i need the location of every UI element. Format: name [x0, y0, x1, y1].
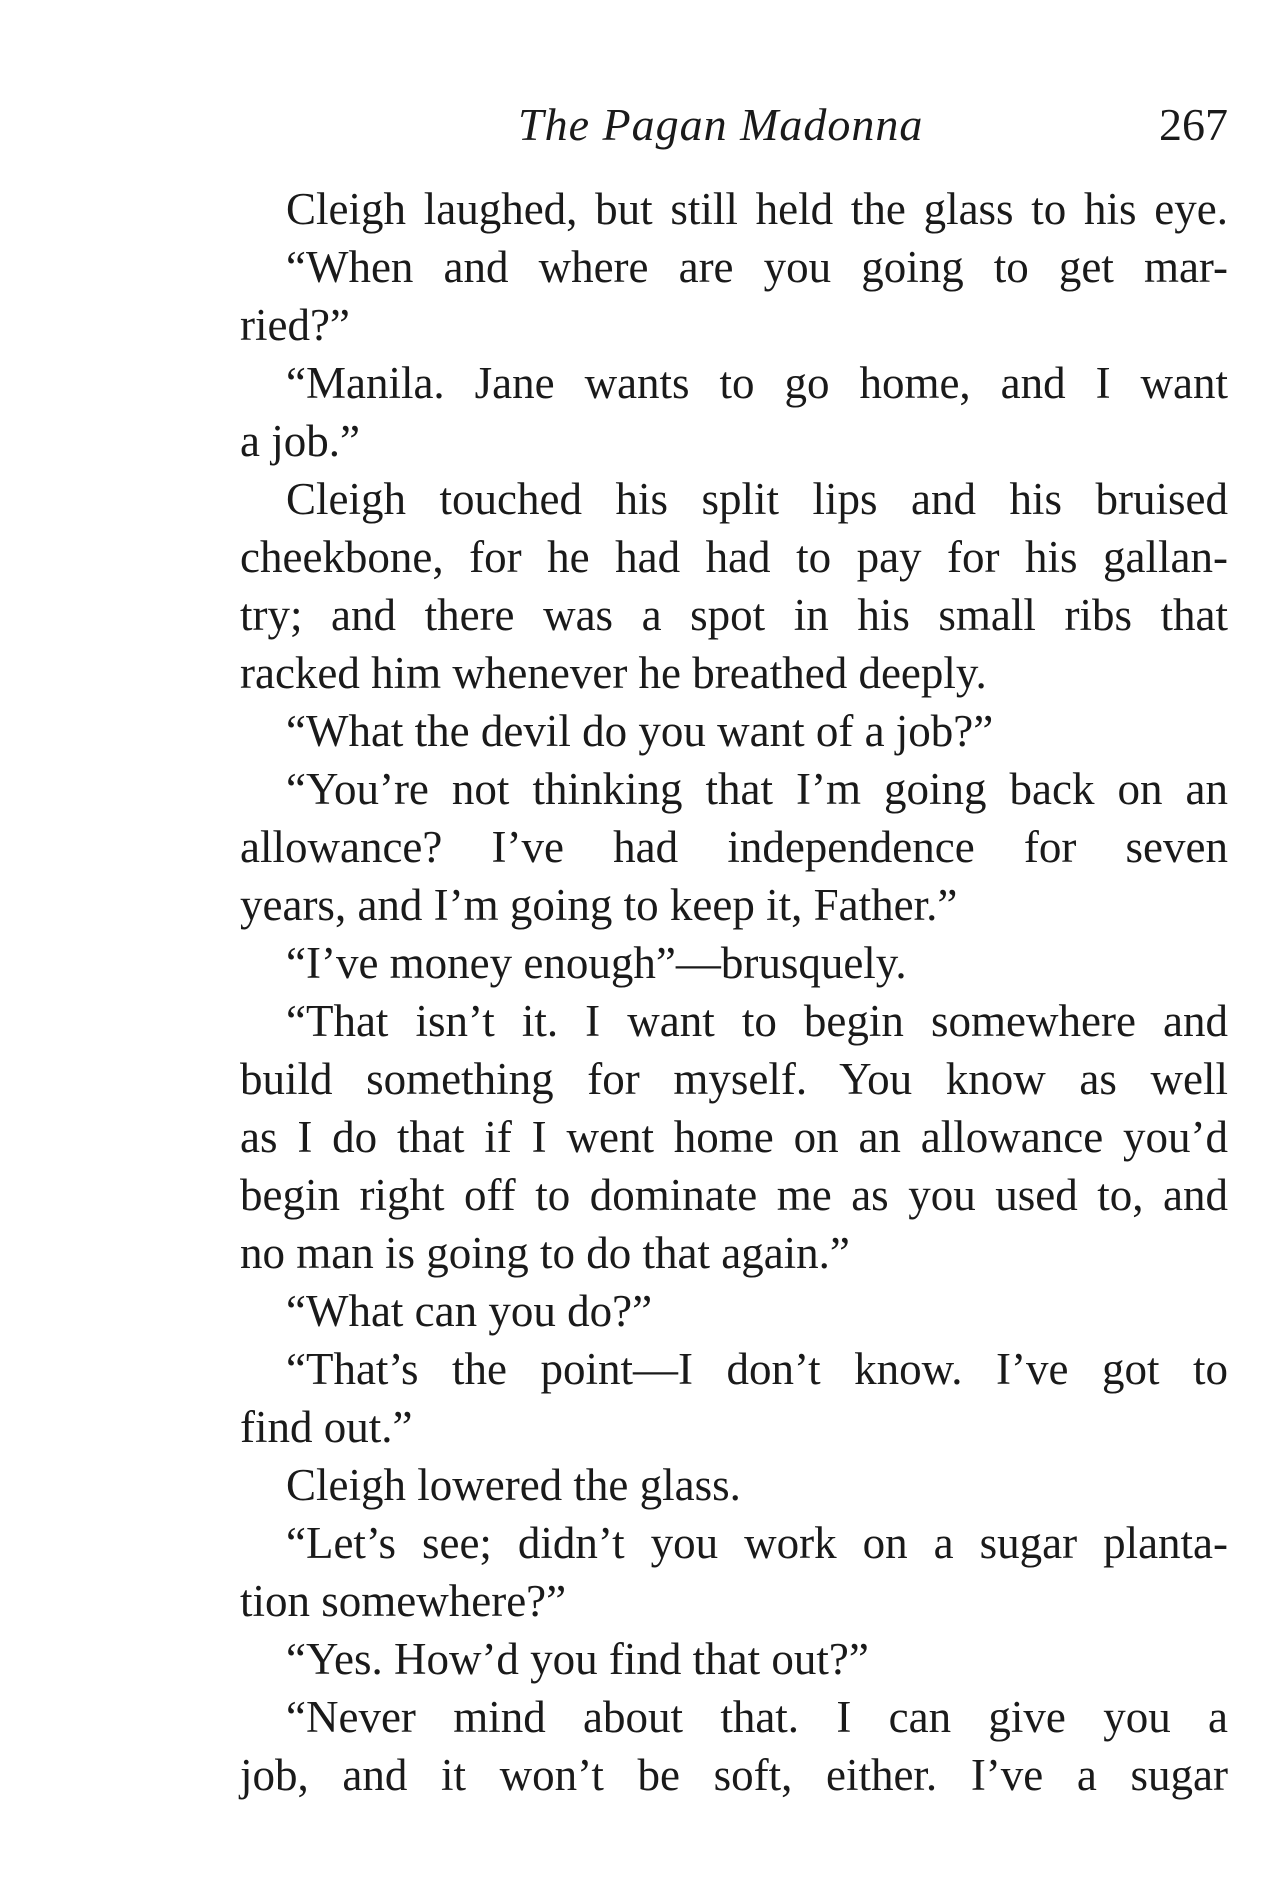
text-line: “Let’s see; didn’t you work on a sugar planta-	[286, 1518, 1228, 1568]
text-line: racked him whenever he breathed deeply.	[240, 648, 987, 698]
text-line: job, and it won’t be soft, either. I’ve a sugar	[240, 1750, 1228, 1800]
text-line: years, and I’m going to keep it, Father.”	[240, 880, 958, 930]
text-line: “Never mind about that. I can give you a	[286, 1692, 1228, 1742]
text-line: begin right off to dominate me as you used to, and	[240, 1170, 1228, 1220]
text-line: find out.”	[240, 1402, 413, 1452]
text-line: “Yes. How’d you find that out?”	[286, 1634, 869, 1684]
text-line: no man is going to do that again.”	[240, 1228, 850, 1278]
text-line: “I’ve money enough”—brusquely.	[286, 938, 907, 988]
text-line: Cleigh lowered the glass.	[286, 1460, 741, 1510]
text-line: try; and there was a spot in his small ribs that	[240, 590, 1228, 640]
running-head	[240, 95, 1228, 155]
text-line: allowance? I’ve had independence for seven	[240, 822, 1228, 872]
text-line: “You’re not thinking that I’m going back on an	[286, 764, 1228, 814]
text-line: Cleigh touched his split lips and his bruised	[286, 474, 1228, 524]
text-line: “What can you do?”	[286, 1286, 653, 1336]
text-line: cheekbone, for he had had to pay for his gallan-	[240, 532, 1228, 582]
page-number: 267	[1159, 99, 1228, 150]
text-line: build something for myself. You know as well	[240, 1054, 1228, 1104]
text-line: tion somewhere?”	[240, 1576, 567, 1626]
text-line: “What the devil do you want of a job?”	[286, 706, 994, 756]
text-line: as I do that if I went home on an allowance you’d	[240, 1112, 1228, 1162]
text-line: “That’s the point—I don’t know. I’ve got to	[286, 1344, 1228, 1394]
text-line: a job.”	[240, 416, 360, 466]
text-line: “When and where are you going to get mar-	[286, 242, 1228, 292]
text-line: ried?”	[240, 300, 350, 350]
text-line: Cleigh laughed, but still held the glass to his eye.	[286, 184, 1228, 234]
running-title: The Pagan Madonna	[518, 99, 924, 150]
text-line: “Manila. Jane wants to go home, and I want	[286, 358, 1228, 408]
body-text	[240, 180, 1228, 1804]
text-line: “That isn’t it. I want to begin somewhere and	[286, 996, 1228, 1046]
